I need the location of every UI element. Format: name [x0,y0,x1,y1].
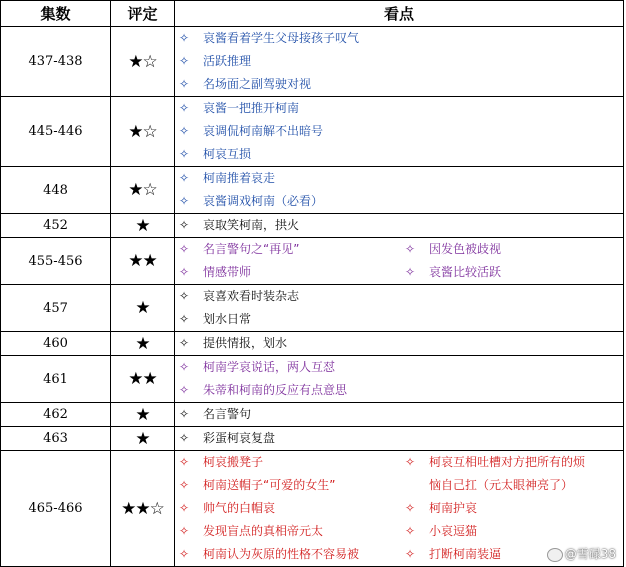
weibo-watermark [547,545,616,562]
table-row [1,27,624,97]
highlights-cell [175,238,624,285]
highlight-text: 哀喜欢看时装杂志 [203,289,300,303]
highlight-text: 哀酱看着学生父母接孩子叹气 [203,31,360,45]
highlight-text: 划水日常 [203,312,252,326]
highlights-cell [175,332,624,356]
diamond-bullet-icon: ✧ [179,407,190,421]
episode-cell: 448 [1,167,111,214]
highlight-text: 柯哀互相吐槽对方把所有的烦 [429,455,586,469]
diamond-bullet-icon: ✧ [179,101,190,115]
rating-stars: ★☆ [111,27,175,97]
diamond-bullet-icon: ✧ [405,455,416,469]
highlights-cell [175,285,624,332]
highlight-item [179,143,619,166]
episode-cell: 452 [1,214,111,238]
highlights-list [179,403,619,426]
highlight-item [179,451,405,474]
diamond-bullet-icon: ✧ [179,501,190,515]
table-row [1,285,624,332]
highlights-list [179,238,619,284]
diamond-bullet-icon: ✧ [179,383,190,397]
highlights-cell [175,356,624,403]
highlight-item [179,403,619,426]
diamond-bullet-icon: ✧ [179,336,190,350]
rating-stars: ★ [111,214,175,238]
rating-stars: ★★☆ [111,451,175,567]
highlight-item [179,120,619,143]
diamond-bullet-icon: ✧ [179,147,190,161]
highlight-text: 情感带师 [203,265,252,279]
diamond-bullet-icon: ✧ [179,455,190,469]
highlight-text: 发现盲点的真相帝元太 [203,524,324,538]
table-row [1,167,624,214]
highlight-item [405,520,619,543]
highlights-list [179,356,619,402]
highlight-item [179,261,405,284]
episode-cell: 457 [1,285,111,332]
highlight-item [179,50,619,73]
diamond-bullet-icon: ✧ [179,31,190,45]
diamond-bullet-icon: ✧ [179,77,190,91]
highlight-text: 哀酱调戏柯南（必看） [203,194,324,208]
highlight-item [179,27,619,50]
highlight-text: 哀调侃柯南解不出暗号 [203,124,324,138]
highlight-text: 柯南认为灰原的性格不容易被 [203,547,360,561]
diamond-bullet-icon: ✧ [179,431,190,445]
highlight-text: 柯南推着哀走 [203,171,276,185]
diamond-bullet-icon: ✧ [179,171,190,185]
highlight-item [405,261,619,284]
table-row [1,238,624,285]
diamond-bullet-icon: ✧ [179,478,190,492]
highlight-text: 因发色被歧视 [429,242,502,256]
table-row [1,97,624,167]
highlights-list [179,214,619,237]
highlight-item [179,167,619,190]
header-rating: 评定 [111,1,175,27]
highlights-list [179,427,619,450]
table-row [1,427,624,451]
diamond-bullet-icon: ✧ [179,547,190,561]
highlight-item [179,285,619,308]
diamond-bullet-icon: ✧ [179,312,190,326]
highlights-list [179,27,619,96]
table-row [1,214,624,238]
header-episode: 集数 [1,1,111,27]
highlight-item [179,427,619,450]
weibo-logo-icon [547,548,563,562]
highlight-item [179,238,405,261]
highlights-cell [175,97,624,167]
highlight-item [179,97,619,120]
diamond-bullet-icon: ✧ [179,218,190,232]
highlight-text: 名言警句 [203,407,252,421]
diamond-bullet-icon: ✧ [405,524,416,538]
highlights-cell [175,27,624,97]
episode-cell: 455-456 [1,238,111,285]
diamond-bullet-icon: ✧ [179,124,190,138]
highlight-text: 柯南护哀 [429,501,478,515]
highlight-text: 柯南学哀说话，两人互怼 [203,360,336,374]
highlight-text: 名言警句之“再见” [203,242,300,256]
highlight-item [179,214,619,237]
rating-stars: ★☆ [111,167,175,214]
table-row [1,403,624,427]
table-row [1,451,624,567]
highlight-item [179,190,619,213]
highlight-item [179,332,619,355]
highlights-cell [175,214,624,238]
highlight-text: 活跃推理 [203,54,252,68]
rating-stars: ★ [111,332,175,356]
diamond-bullet-icon: ✧ [179,54,190,68]
watermark-text: @雪碌38 [564,547,616,561]
highlights-cell [175,167,624,214]
highlight-text: 提供情报，划水 [203,336,288,350]
episode-cell: 462 [1,403,111,427]
rating-stars: ★★ [111,238,175,285]
diamond-bullet-icon: ✧ [405,265,416,279]
diamond-bullet-icon: ✧ [179,360,190,374]
highlight-item [179,543,405,566]
highlight-text: 朱蒂和柯南的反应有点意思 [203,383,348,397]
rating-stars: ★ [111,427,175,451]
rating-stars: ★ [111,285,175,332]
highlight-text: 恼自己扛（元太眼神亮了） [429,478,574,492]
highlight-text: 彩蛋柯哀复盘 [203,431,276,445]
episode-cell: 437-438 [1,27,111,97]
diamond-bullet-icon: ✧ [405,501,416,515]
header-row [1,1,624,27]
episode-cell: 460 [1,332,111,356]
highlights-list [179,285,619,331]
episode-cell: 445-446 [1,97,111,167]
highlight-text: 名场面之副驾驶对视 [203,77,312,91]
highlight-text: 柯哀搬凳子 [203,455,264,469]
highlight-text: 打断柯南装逼 [429,547,502,561]
highlight-item [179,474,405,497]
diamond-bullet-icon: ✧ [179,289,190,303]
episode-cell: 463 [1,427,111,451]
highlight-item [405,474,619,497]
highlights-list [179,97,619,166]
highlight-item [179,520,405,543]
highlight-item [179,497,405,520]
episode-cell: 465-466 [1,451,111,567]
highlight-item [405,238,619,261]
diamond-bullet-icon: ✧ [405,547,416,561]
diamond-bullet-icon: ✧ [179,265,190,279]
diamond-bullet-icon: ✧ [179,524,190,538]
highlight-text: 哀酱比较活跃 [429,265,502,279]
table-row [1,332,624,356]
highlight-item [405,497,619,520]
highlight-item [179,356,619,379]
highlight-text: 柯南送帽子“可爱的女生” [203,478,336,492]
highlight-item [405,451,619,474]
episode-cell: 461 [1,356,111,403]
highlight-item [179,308,619,331]
highlights-list [179,167,619,213]
highlight-text: 哀取笑柯南，拱火 [203,218,300,232]
rating-stars: ★★ [111,356,175,403]
highlight-item [179,379,619,402]
highlights-cell [175,403,624,427]
rating-stars: ★ [111,403,175,427]
highlight-item [179,73,619,96]
rating-stars: ★☆ [111,97,175,167]
highlight-text: 帅气的白帽哀 [203,501,276,515]
highlights-list [179,332,619,355]
highlights-cell [175,427,624,451]
highlight-text: 哀酱一把推开柯南 [203,101,300,115]
diamond-bullet-icon: ✧ [179,194,190,208]
table-row [1,356,624,403]
diamond-bullet-icon: ✧ [405,242,416,256]
highlight-text: 小哀逗猫 [429,524,478,538]
diamond-bullet-icon: ✧ [179,242,190,256]
header-highlights: 看点 [175,1,624,27]
highlight-text: 柯哀互损 [203,147,252,161]
